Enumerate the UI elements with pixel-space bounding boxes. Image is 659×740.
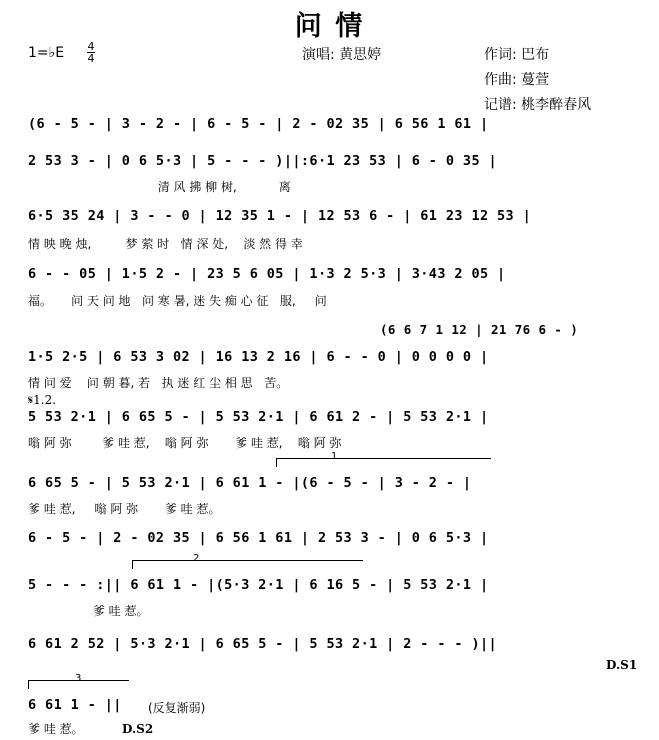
ending-number-1: 1: [331, 451, 338, 462]
lyrics-line-9: 爹 哇 惹。: [28, 604, 149, 618]
ds1-mark: D.S1: [606, 658, 638, 672]
key-signature: 1=♭E: [28, 45, 65, 61]
composer-credit: 作曲: 蔓萱: [484, 72, 550, 88]
transcriber-credit: 记谱: 桃李醉春风: [484, 97, 592, 113]
notation-line-4: 6 - - 05 | 1·5 2 - | 23 5 6 05 | 1·3 2 5·3 | 3·43 2 05 |: [28, 266, 506, 282]
ending-bracket-1: [276, 451, 491, 467]
lyrics-line-5: 情 问 爱 问 朝 暮, 若 执 迷 红 尘 相 思 苦。: [28, 376, 289, 390]
fade-instruction: (反复渐弱): [148, 701, 206, 715]
ds2-mark: D.S2: [122, 722, 154, 736]
lyricist-credit: 作词: 巴布: [484, 47, 550, 63]
lyrics-line-2: 清 风 拂 柳 树, 离: [28, 180, 291, 194]
ending-number-3: 3: [75, 673, 82, 684]
lyrics-line-11: 爹 哇 惹。: [28, 722, 84, 736]
song-title: 问 情: [294, 11, 365, 42]
notation-line-2: 2 53 3 - | 0 6 5·3 | 5 - - - )||:6·1 23 53 | 6 - 0 35 |: [28, 153, 498, 169]
interlude-theme: (6 6 7 1 12 | 21 76 6 - ): [380, 322, 579, 337]
notation-line-8: 6 - 5 - | 2 - 02 35 | 6 56 1 61 | 2 53 3 - | 0 6 5·3 |: [28, 530, 489, 546]
notation-line-3: 6·5 35 24 | 3 - - 0 | 12 35 1 - | 12 53 6 - | 61 23 12 53 |: [28, 208, 532, 224]
ending-number-2: 2: [193, 553, 200, 564]
ending-bracket-2: [132, 553, 363, 569]
notation-line-7: 6 65 5 - | 5 53 2·1 | 6 61 1 - |(6 - 5 - | 3 - 2 - |: [28, 475, 472, 491]
time-sig-top: 4: [87, 40, 95, 53]
lyrics-line-3: 情 映 晚 烛, 梦 萦 时 情 深 处, 淡 然 得 幸: [28, 237, 303, 251]
lyrics-line-6: 嗡 阿 弥 爹 哇 惹, 嗡 阿 弥 爹 哇 惹, 嗡 阿 弥: [28, 436, 342, 450]
notation-line-10: 6 61 2 52 | 5·3 2·1 | 6 65 5 - | 5 53 2·1 | 2 - - - )||: [28, 636, 498, 652]
time-sig-bottom: 4: [87, 52, 95, 65]
notation-line-5: 1·5 2·5 | 6 53 3 02 | 16 13 2 16 | 6 - - 0 | 0 0 0 0 |: [28, 349, 489, 365]
notation-line-6: 5 53 2·1 | 6 65 5 - | 5 53 2·1 | 6 61 2 - | 5 53 2·1 |: [28, 409, 489, 425]
notation-line-11: 6 61 1 - ||: [28, 697, 122, 713]
lyrics-line-7: 爹 哇 惹, 嗡 阿 弥 爹 哇 惹。: [28, 502, 221, 516]
singer-credit: 演唱: 黄思婷: [302, 47, 382, 63]
notation-line-1: (6 - 5 - | 3 - 2 - | 6 - 5 - | 2 - 02 35 | 6 56 1 61 |: [28, 116, 489, 132]
time-signature: [86, 41, 96, 64]
lyrics-line-4: 福。 问 天 问 地 问 寒 暑, 迷 失 痴 心 征 服, 问: [28, 294, 327, 308]
ending-bracket-3: [28, 673, 129, 689]
segno-mark: 𝄋1.2.: [28, 393, 57, 407]
notation-line-9: 5 - - - :|| 6 61 1 - |(5·3 2·1 | 6 16 5 - | 5 53 2·1 |: [28, 577, 489, 593]
